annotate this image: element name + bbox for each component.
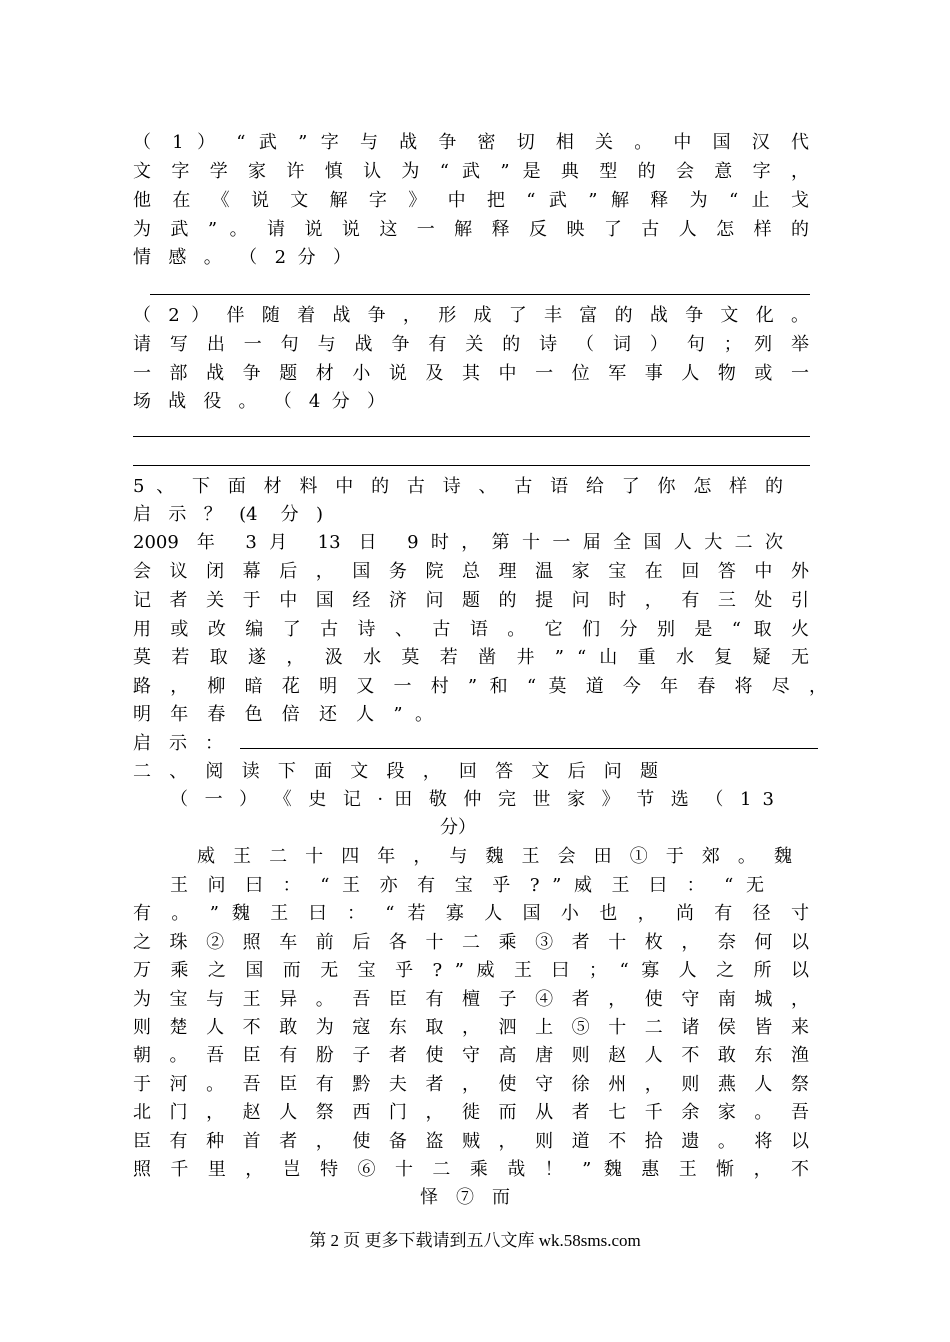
q2-line-1: （ 2 ） 伴 随 着 战 争 ， 形 成 了 丰 富 的 战 争 文 化 。 [133, 305, 809, 326]
passage-line-11: 臣 有 种 首 者 ， 使 备 盗 贼 ， 则 道 不 拾 遗 。 将 以 [133, 1131, 809, 1152]
q1-line-2: 文 字 学 家 许 慎 认 为 “ 武 ” 是 典 型 的 会 意 字 ， [133, 161, 809, 182]
q5-line-7: 莫 若 取 遂 ， 汲 水 莫 若 凿 井 ” “ 山 重 水 复 疑 无 [133, 647, 809, 668]
passage-title-line-2: 分） [440, 817, 476, 838]
passage-line-10: 北 门 ， 赵 人 祭 西 门 ， 徙 而 从 者 七 千 余 家 。 吾 [133, 1102, 809, 1123]
q1-line-3: 他 在 《 说 文 解 字 》 中 把 “ 武 ” 解 释 为 “ 止 戈 [133, 190, 809, 211]
passage-line-5: 万 乘 之 国 而 无 宝 乎 ? ” 威 王 曰 ； “ 寡 人 之 所 以 [133, 960, 809, 981]
passage-line-8: 朝 。 吾 臣 有 肦 子 者 使 守 高 唐 则 赵 人 不 敢 东 渔 [133, 1045, 809, 1066]
passage-line-13: 怿 ⑦ 而 [420, 1187, 510, 1208]
q1-line-1: （ 1 ） “ 武 ” 字 与 战 争 密 切 相 关 。 中 国 汉 代 [133, 132, 809, 153]
passage-line-4: 之 珠 ② 照 车 前 后 各 十 二 乘 ③ 者 十 枚 ， 奈 何 以 [133, 932, 809, 953]
q1-answer-line[interactable] [150, 294, 810, 295]
q5-line-1: 5 、 下 面 材 料 中 的 古 诗 、 古 语 给 了 你 怎 样 的 [133, 476, 783, 497]
q5-line-2: 启示？(4 分) [133, 504, 323, 525]
passage-line-12: 照 千 里 ， 岂 特 ⑥ 十 二 乘 哉 ！ ” 魏 惠 王 惭 ， 不 [133, 1159, 809, 1180]
q2-answer-line-1[interactable] [133, 436, 810, 437]
q5-line-5: 记 者 关 于 中 国 经 济 问 题 的 提 问 时 ， 有 三 处 引 [133, 590, 809, 611]
q2-answer-line-2[interactable] [133, 465, 810, 466]
q5-line-8: 路 ， 柳 暗 花 明 又 一 村 ” 和 “ 莫 道 今 年 春 将 尽 ， [133, 676, 827, 697]
q2-line-3: 一 部 战 争 题 材 小 说 及 其 中 一 位 军 事 人 物 或 一 [133, 363, 809, 384]
q5-line-4: 会 议 闭 幕 后 ， 国 务 院 总 理 温 家 宝 在 回 答 中 外 [133, 561, 809, 582]
q5-line-9: 明 年 春 色 倍 还 人 ” 。 [133, 704, 433, 725]
q1-line-5: 情 感 。 （ 2 分 ） [133, 247, 351, 268]
q5-answer-line[interactable] [240, 748, 818, 749]
q5-line-3: 2009 年 3月 13 日 9时，第十一届全国人大二次 [133, 532, 783, 553]
q1-line-4: 为 武 ” 。 请 说 说 这 一 解 释 反 映 了 古 人 怎 样 的 [133, 219, 809, 240]
q2-line-4: 场 战 役 。 （ 4 分 ） [133, 391, 385, 412]
q2-line-2: 请 写 出 一 句 与 战 争 有 关 的 诗 （ 词 ） 句 ； 列 举 [133, 334, 809, 355]
section2-heading: 二 、 阅 读 下 面 文 段 ， 回 答 文 后 问 题 [133, 761, 658, 782]
passage-title-line-1: （ 一 ） 《 史 记 · 田 敬 仲 完 世 家 》 节 选 （ 1 3 [170, 789, 774, 810]
q5-answer-label: 启 示 ： [133, 733, 223, 754]
passage-line-1: 威 王 二 十 四 年 ， 与 魏 王 会 田 ① 于 郊 。 魏 [197, 846, 792, 867]
passage-line-9: 于 河 。 吾 臣 有 黔 夫 者 ， 使 守 徐 州 ， 则 燕 人 祭 [133, 1074, 809, 1095]
q5-line-6: 用 或 改 编 了 古 诗 、 古 语 。 它 们 分 别 是 “ 取 火 [133, 619, 809, 640]
passage-line-7: 则 楚 人 不 敢 为 寇 东 取 ， 泗 上 ⑤ 十 二 诸 侯 皆 来 [133, 1017, 809, 1038]
passage-line-3: 有 。 ” 魏 王 曰 ： “ 若 寡 人 国 小 也 ， 尚 有 径 寸 [133, 903, 809, 924]
passage-line-2: 王 问 曰 ： “ 王 亦 有 宝 乎 ? ” 威 王 曰 ： “ 无 [170, 875, 764, 896]
passage-line-6: 为 宝 与 王 异 。 吾 臣 有 檀 子 ④ 者 ， 使 守 南 城 ， [133, 989, 809, 1010]
page-footer: 第 2 页 更多下载请到五八文库 wk.58sms.com [309, 1231, 641, 1250]
